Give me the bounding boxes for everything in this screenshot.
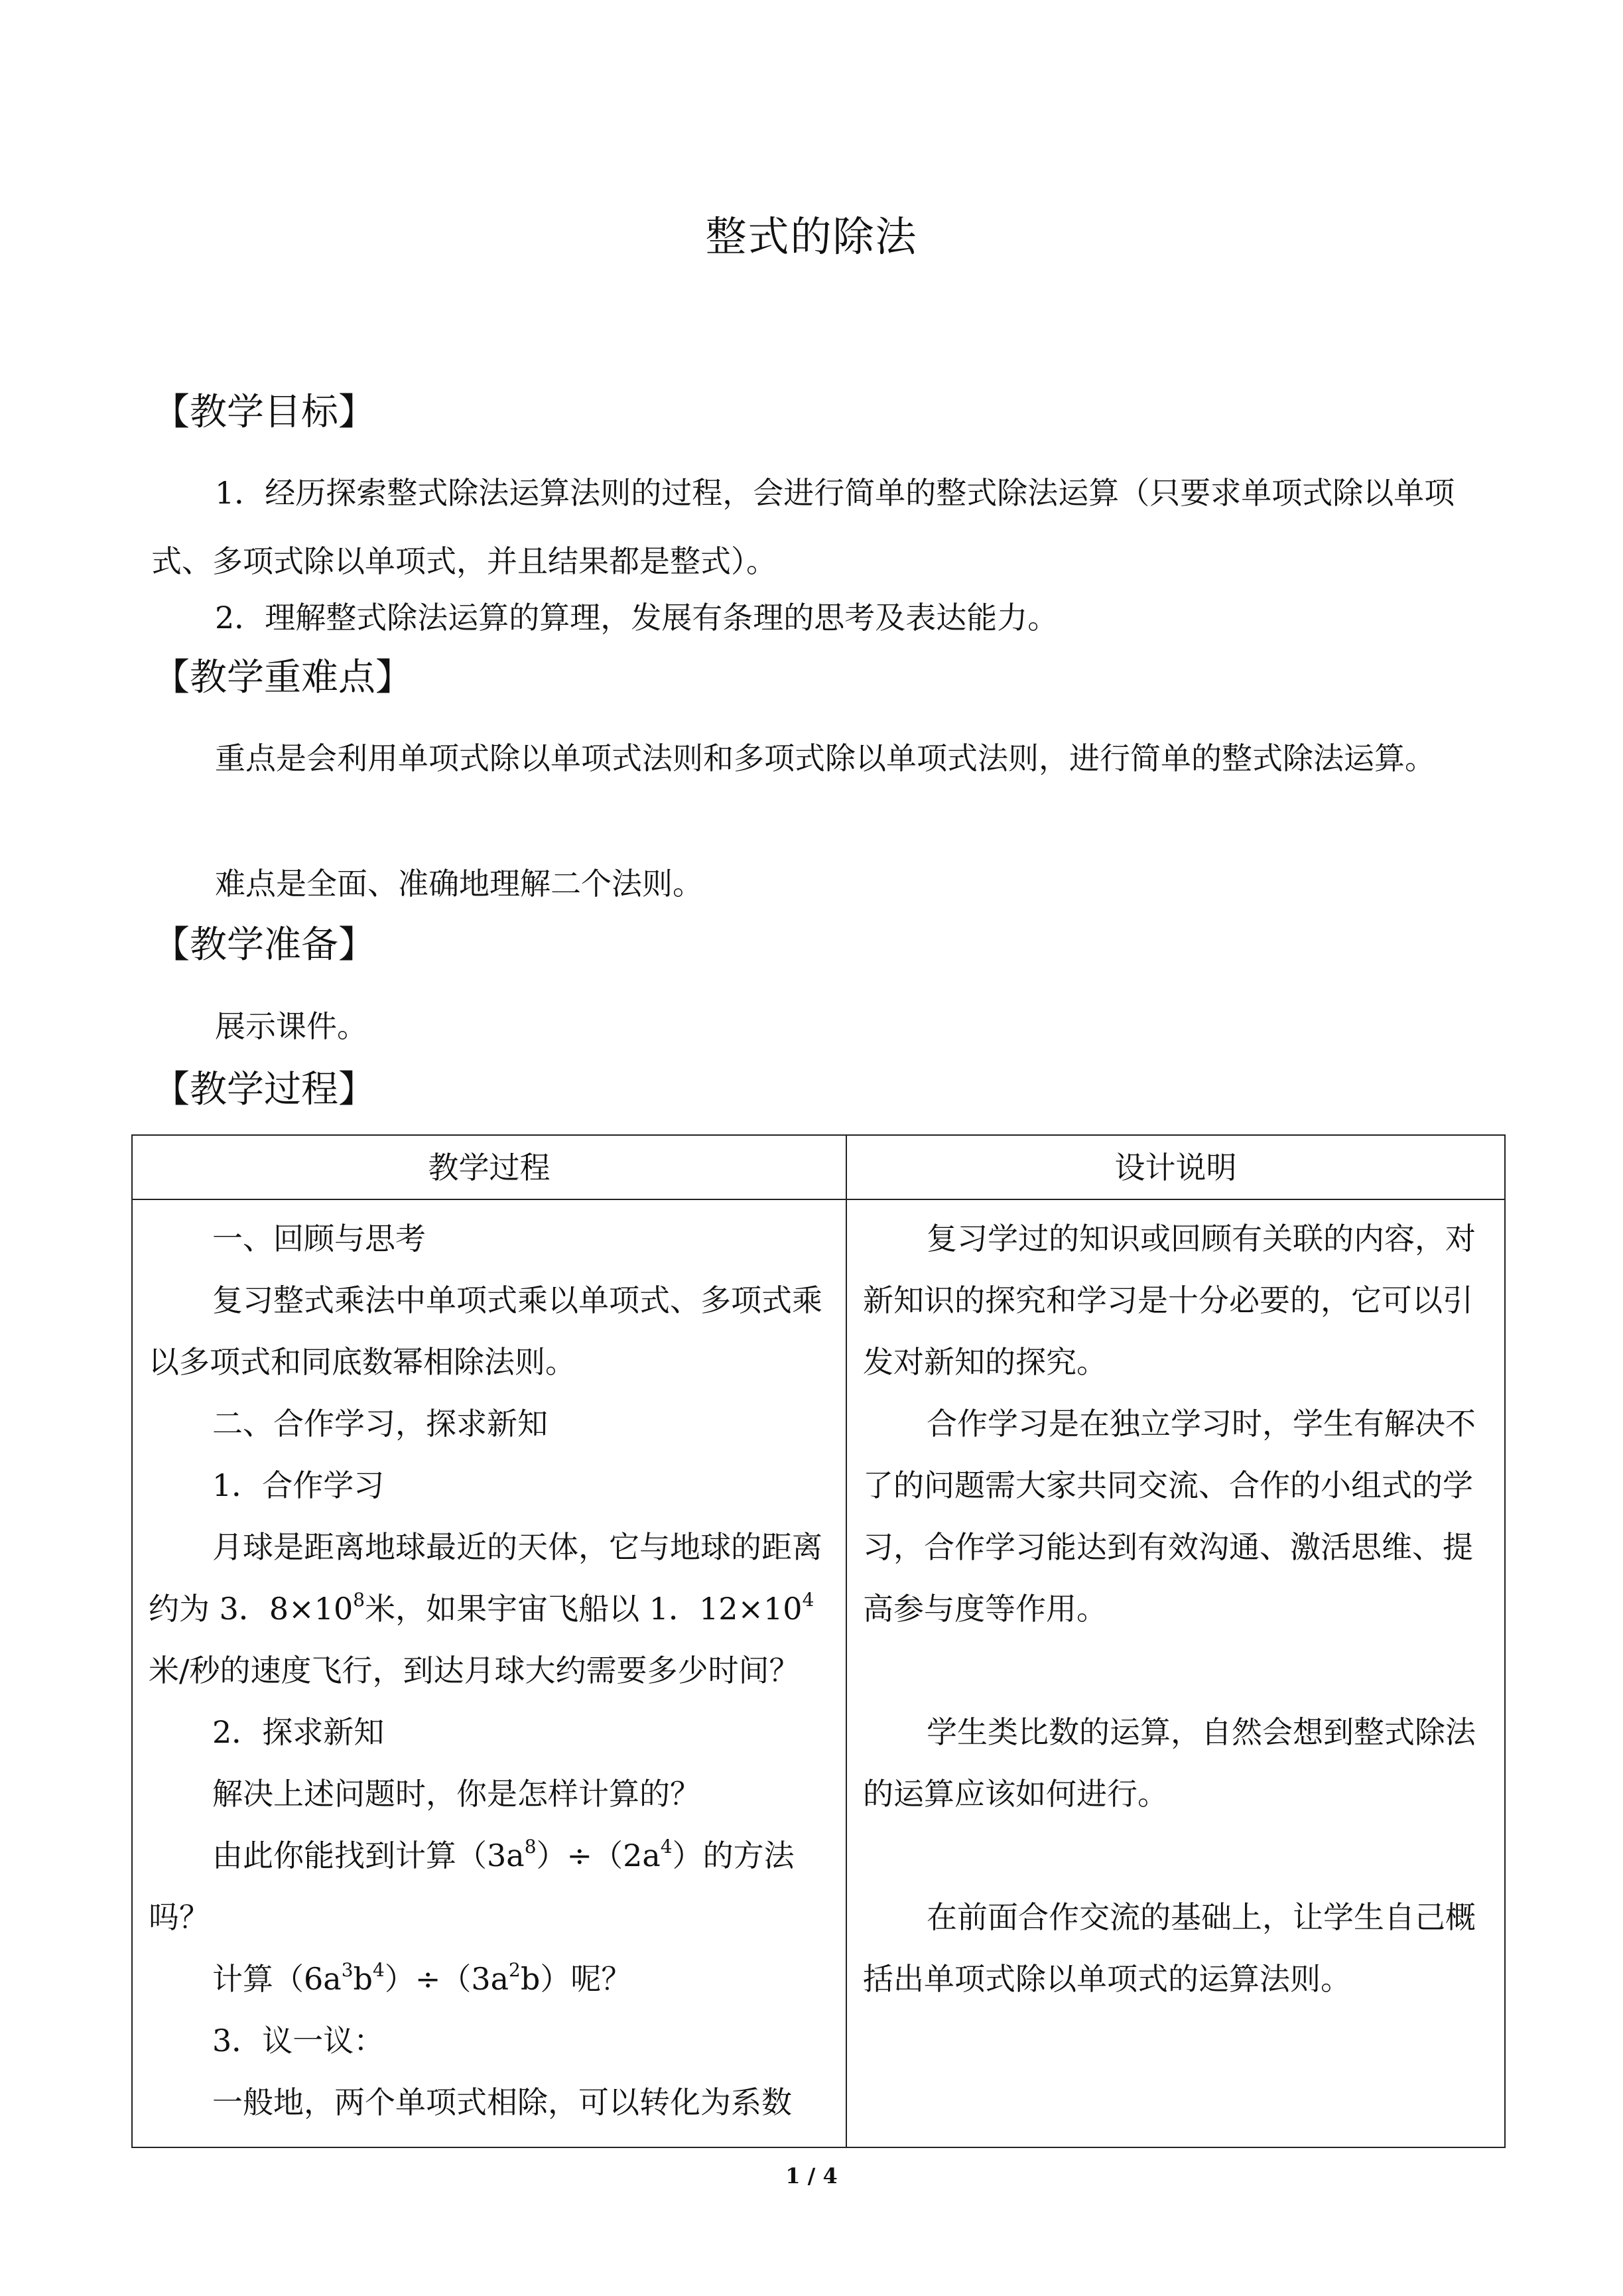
process-moon-problem: 月球是距离地球最近的天体，它与地球的距离约为 3．$8\times 10^8$米，如果宇宙飞船以 1．$12\times 10^4$米/秒的速度飞行，到达月球大约需要多少时间？ <box>149 1529 822 1688</box>
goal-item-1: 1．经历探索整式除法运算法则的过程，会进行简单的整式除法运算（只要求单项式除以单项式、多项式除以单项式，并且结果都是整式）。 <box>151 475 1455 579</box>
page-number: 1 / 4 <box>785 2163 838 2189</box>
process-sub-explore: 2．探求新知 <box>212 1714 385 1750</box>
process-table <box>131 1134 1506 2148</box>
heading-goals: 【教学目标】 <box>153 391 375 434</box>
process-review-text: 复习整式乘法中单项式乘以单项式、多项式乘以多项式和同底数幂相除法则。 <box>149 1282 822 1380</box>
process-step-cooperate: 二、合作学习，探求新知 <box>212 1406 548 1442</box>
col-header-process: 教学过程 <box>132 1135 846 1199</box>
process-question-1: 解决上述问题时，你是怎样计算的？ <box>212 1776 700 1812</box>
keypoint-item-1: 重点是会利用单项式除以单项式法则和多项式除以单项式法则，进行简单的整式除法运算。 <box>215 740 1435 776</box>
table-header-row <box>132 1135 1505 1199</box>
goal-item-2: 2．理解整式除法运算的算理，发展有条理的思考及表达能力。 <box>215 600 1059 636</box>
process-question-3: 计算$(6a^3b^4)\div(3a^2b)$呢？ <box>212 1959 632 1997</box>
process-rule-text: 一般地，两个单项式相除，可以转化为系数 <box>212 2084 792 2120</box>
process-sub-discuss: 3．议一议： <box>212 2023 385 2059</box>
process-step-review: 一、回顾与思考 <box>212 1221 426 1256</box>
design-cell <box>846 1199 1505 2147</box>
document-title: 整式的除法 <box>705 212 918 261</box>
process-sub-cooperate: 1．合作学习 <box>212 1467 385 1503</box>
heading-keypoints: 【教学重难点】 <box>153 656 413 699</box>
process-question-2: 由此你能找到计算$(3a^8)\div(2a^4)$的方法吗？ <box>149 1836 795 1935</box>
design-note-4: 在前面合作交流的基础上，让学生自己概括出单项式除以单项式的运算法则。 <box>863 1899 1476 1997</box>
design-note-1: 复习学过的知识或回顾有关联的内容，对新知识的探究和学习是十分必要的，它可以引发对新知的探究。 <box>863 1221 1476 1380</box>
heading-process: 【教学过程】 <box>153 1068 375 1111</box>
col-header-design: 设计说明 <box>846 1135 1505 1199</box>
design-note-2: 合作学习是在独立学习时，学生有解决不了的问题需大家共同交流、合作的小组式的学习，合作学习能达到有效沟通、激活思维、提高参与度等作用。 <box>863 1406 1476 1627</box>
design-note-3: 学生类比数的运算，自然会想到整式除法的运算应该如何进行。 <box>863 1714 1476 1812</box>
keypoint-item-2: 难点是全面、准确地理解二个法则。 <box>215 866 703 902</box>
table-body-row <box>132 1199 1505 2147</box>
process-cell <box>132 1199 846 2147</box>
prep-item-1: 展示课件。 <box>215 1008 367 1044</box>
heading-prep: 【教学准备】 <box>153 923 375 967</box>
